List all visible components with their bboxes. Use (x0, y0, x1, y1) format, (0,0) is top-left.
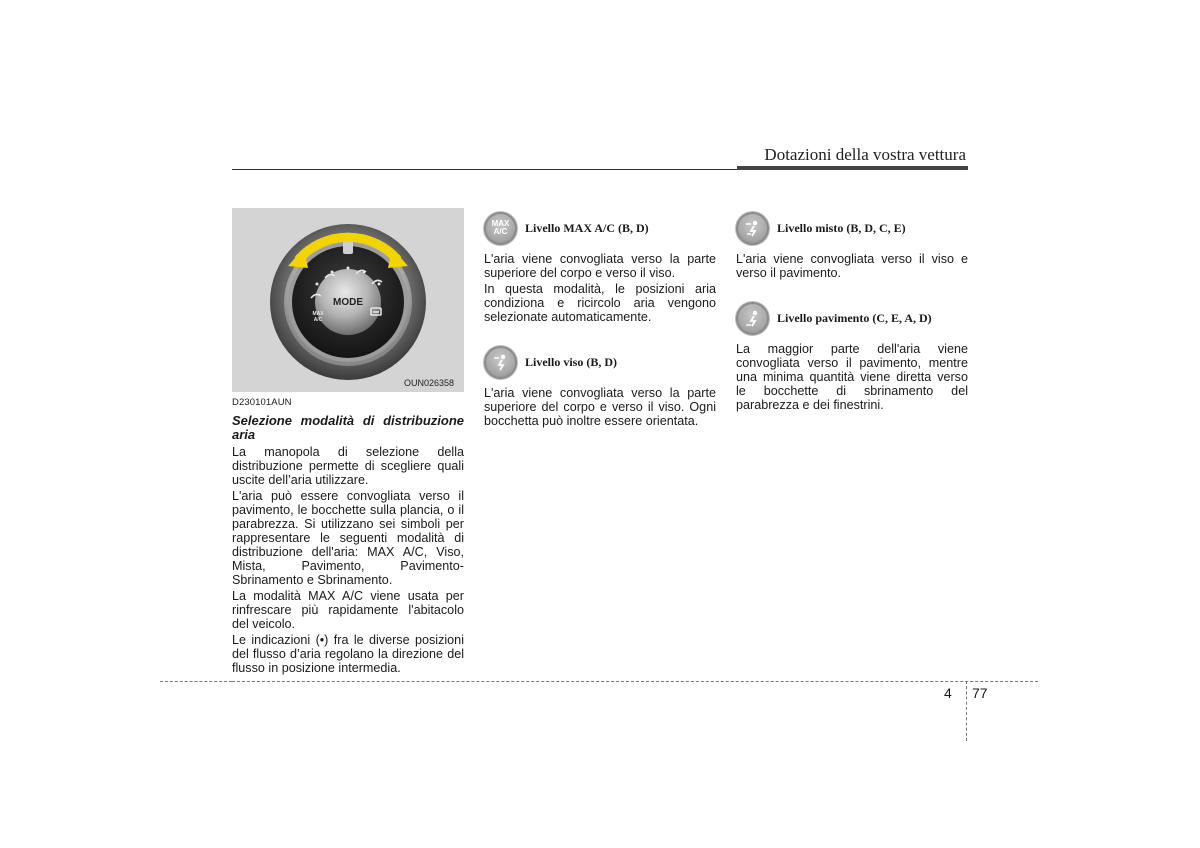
page-number-divider (966, 681, 967, 741)
subsection-title: Livello MAX A/C (B, D) (525, 221, 649, 235)
paragraph: La modalità MAX A/C viene usata per rinfrescare più rapidamente l'abitacolo del veicolo. (232, 589, 464, 631)
footer-rule (232, 681, 1038, 682)
knob-mode-label: MODE (333, 297, 363, 308)
header-rule-accent (737, 166, 968, 170)
subsection-title: Livello misto (B, D, C, E) (777, 221, 906, 235)
reference-code: D230101AUN (232, 397, 292, 408)
section-title: Selezione modalità di distribuzione aria (232, 413, 464, 442)
mode-knob-figure (232, 208, 464, 392)
paragraph: In questa modalità, le posizioni aria condiziona e ricircolo aria vengono selezionate automaticamente. (484, 282, 716, 324)
page-number: 77 (972, 685, 988, 701)
subsection-max-ac (484, 210, 716, 246)
footer-rule-left (160, 681, 232, 682)
paragraph: L'aria viene convogliata verso la parte superiore del corpo e verso il viso. Ogni bocchetta può inoltre essere orientata. (484, 386, 716, 428)
paragraph: L'aria può essere convogliata verso il pavimento, le bocchette sulla plancia, o il parabrezza. Si utilizzano sei simboli per rappresentare le seguenti modalità di distribuzione dell'aria: MAX A/C, Viso, Mista, Pavimento, Pavimento-Sbrinamento e Sbrinamento. (232, 489, 464, 587)
floor-vent-icon (736, 302, 769, 335)
mode-knob-illustration (232, 208, 464, 392)
column-left (232, 396, 464, 677)
header-rule (232, 169, 737, 170)
paragraph: La manopola di selezione della distribuzione permette di scegliere quali uscite dell’aria utilizzare. (232, 445, 464, 487)
subsection-viso (484, 344, 716, 380)
figure-code: OUN026358 (403, 378, 454, 388)
max-ac-icon-text: MAX A/C (491, 219, 510, 236)
column-right (736, 210, 968, 414)
face-vent-icon (484, 346, 517, 379)
subsection-misto (736, 210, 968, 246)
subsection-pavimento (736, 300, 968, 336)
page-header-title: Dotazioni della vostra vettura (764, 145, 966, 164)
svg-text:A/C: A/C (313, 317, 323, 323)
subsection-title: Livello viso (B, D) (525, 355, 617, 369)
svg-text:MAX: MAX (312, 311, 324, 317)
paragraph: L'aria viene convogliata verso il viso e verso il pavimento. (736, 252, 968, 280)
paragraph: L'aria viene convogliata verso la parte superiore del corpo e verso il viso. (484, 252, 716, 280)
paragraph: La maggior parte dell'aria viene convogliata verso il pavimento, mentre una minima quantità viene diretta verso le bocchette di sbrinamento del parabrezza e dei finestrini. (736, 342, 968, 412)
bi-level-vent-icon (736, 212, 769, 245)
max-ac-button-icon (484, 212, 517, 245)
chapter-number: 4 (944, 685, 952, 701)
paragraph: Le indicazioni (•) fra le diverse posizioni del flusso d’aria regolano la direzione del flusso in posizione intermedia. (232, 633, 464, 675)
column-middle (484, 210, 716, 430)
subsection-title: Livello pavimento (C, E, A, D) (777, 311, 932, 325)
